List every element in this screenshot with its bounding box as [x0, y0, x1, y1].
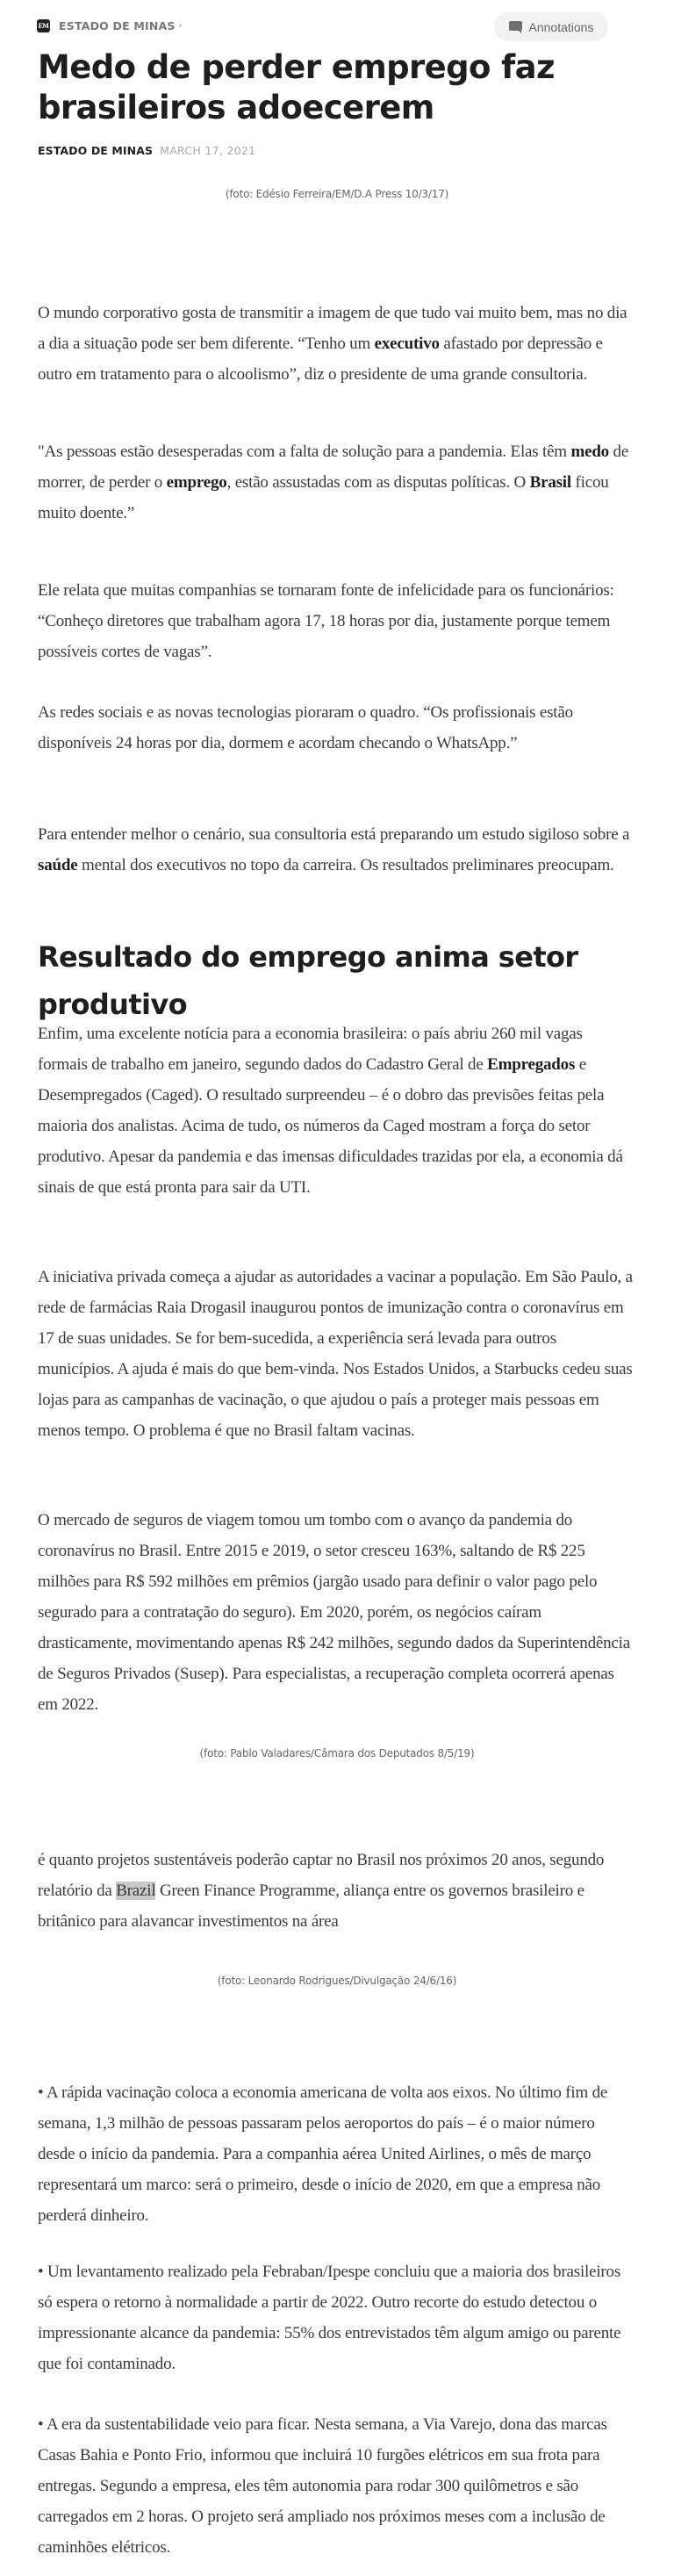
keyword-link[interactable]: Brasil: [529, 473, 571, 492]
paragraph: [38, 298, 635, 390]
source-breadcrumb[interactable]: [37, 19, 183, 32]
text-run: "As pessoas estão desesperadas com a falta de solução para a pandemia. Elas têm: [38, 443, 571, 461]
source-logo-icon: EM: [37, 19, 50, 32]
chevron-right-icon: ›: [178, 21, 183, 31]
paragraph: [38, 436, 635, 529]
text-run: é quanto projetos sustentáveis poderão captar no Brasil nos próximos 20 anos, segundo relatório da: [38, 1851, 605, 1900]
comment-icon: [509, 21, 522, 32]
paragraph: O mercado de seguros de viagem tomou um tombo com o avanço da pandemia do coronavírus no Brasil. Entre 2015 e 2019, o setor cresceu 163%, saltando de R$ 225 milhões para R$ 592 milhões em prêmios (jargão usado para definir o valor pago pelo segurado para a contratação do seguro). Em 2020, porém, os negócios caíram drasticamente, movimentando apenas R$ 242 milhões, segundo dados da Superintendência de Seguros Privados (Susep). Para especialistas, a recuperação completa ocorrerá apenas em 2022.: [38, 1511, 630, 1714]
byline-date: MARCH 17, 2021: [160, 144, 256, 157]
bullet-item: • A rápida vacinação coloca a economia americana de volta aos eixos. No último fim de semana, 1,3 milhão de pessoas passaram pelos aeroportos do país – é o maior número desde o início da pandemia. Para a companhia aérea United Airlines, o mês de março representará um marco: será o primeiro, desde o início de 2020, em que a empresa não perderá dinheiro.: [38, 2083, 608, 2225]
keyword-link[interactable]: medo: [570, 443, 609, 461]
paragraph: As redes sociais e as novas tecnologias pioraram o quadro. “Os profissionais estão disponíveis 24 horas por dia, dormem e acordam checando o WhatsApp.”: [38, 703, 573, 752]
text-run: ficou muito doente.”: [38, 473, 609, 522]
paragraph: [38, 819, 635, 881]
text-run: e Desempregados (Caged). O resultado surpreendeu – é o dobro das previsões feitas pela maioria dos analistas. Acima de tudo, os números da Caged mostram a força do setor produtivo. Apesar da pandemia e das imensas dificuldades trazidas por ela, a economia dá sinais de que está pronta para sair da UTI.: [38, 1055, 623, 1197]
annotations-button[interactable]: [494, 12, 608, 41]
text-run: mental dos executivos no topo da carreira. Os resultados preliminares preocupam.: [77, 856, 614, 874]
keyword-link[interactable]: executivo: [374, 335, 440, 353]
text-run: Enfim, uma excelente notícia para a economia brasileira: o país abriu 260 mil vagas formais de trabalho em janeiro, segundo dados do Cadastro Geral de: [38, 1025, 583, 1074]
keyword-link[interactable]: saúde: [38, 856, 78, 874]
text-run: Para entender melhor o cenário, sua consultoria está preparando um estudo sigiloso sobre a: [38, 825, 630, 844]
keyword-link[interactable]: Empregados: [487, 1055, 576, 1074]
photo-caption: (foto: Edésio Ferreira/EM/D.A Press 10/3/17): [225, 188, 449, 200]
section-heading: Resultado do emprego anima setor produtivo: [38, 940, 578, 1021]
paragraph: [38, 1018, 635, 1203]
photo-caption: (foto: Leonardo Rodrigues/Divulgação 24/6/16): [217, 1975, 457, 1987]
byline-author: ESTADO DE MINAS: [38, 144, 154, 157]
byline: [38, 144, 255, 157]
text-run: afastado por depressão e outro em tratamento para o alcoolismo”, diz o presidente de uma grande consultoria.: [38, 335, 603, 384]
paragraph: A iniciativa privada começa a ajudar as autoridades a vacinar a população. Em São Paulo, a rede de farmácias Raia Drogasil inaugurou pontos de imunização contra o coronavírus em 17 de suas unidades. Se for bem-sucedida, a experiência será levada para outros municípios. A ajuda é mais do que bem-vinda. Nos Estados Unidos, a Starbucks cedeu suas lojas para as campanhas de vacinação, o que ajudou o país a proteger mais pessoas em menos tempo. O problema é que no Brasil faltam vacinas.: [38, 1268, 633, 1440]
paragraph: Ele relata que muitas companhias se tornaram fonte de infelicidade para os funcionários: “Conheço diretores que trabalham agora 17, 18 horas por dia, justamente porque temem possíveis cortes de vagas”.: [38, 581, 614, 661]
text-run: O mundo corporativo gosta de transmitir a imagem de que tudo vai muito bem, mas no dia a dia a situação pode ser bem diferente. “Tenho um: [38, 304, 627, 353]
source-link[interactable]: ESTADO DE MINAS: [59, 19, 176, 32]
highlighted-text[interactable]: Brazil: [116, 1882, 156, 1900]
article-title: Medo de perder emprego faz brasileiros adoecerem: [38, 48, 555, 126]
bullet-item: • A era da sustentabilidade veio para ficar. Nesta semana, a Via Varejo, dona das marcas Casas Bahia e Ponto Frio, informou que incluirá 10 furgões elétricos em sua frota para entregas. Segundo a empresa, eles têm autonomia para rodar 300 quilômetros e são carregados em 2 horas. O projeto será ampliado nos próximos meses com a inclusão de caminhões elétricos.: [38, 2415, 607, 2557]
text-run: , estão assustadas com as disputas políticas. O: [226, 473, 530, 492]
text-run: de morrer, de perder o: [38, 443, 629, 492]
keyword-link[interactable]: emprego: [166, 473, 227, 492]
bullet-item: • Um levantamento realizado pela Febraban/Ipespe concluiu que a maioria dos brasileiros só espera o retorno à normalidade a partir de 2022. Outro recorte do estudo detectou o impressionante alcance da pandemia: 55% dos entrevistados têm algum amigo ou parente que foi contaminado.: [38, 2263, 621, 2373]
photo-caption: (foto: Pablo Valadares/Câmara dos Deputados 8/5/19): [199, 1747, 475, 1759]
paragraph: [38, 1845, 635, 1937]
annotations-label: Annotations: [528, 19, 594, 34]
text-run: Green Finance Programme, aliança entre os governos brasileiro e britânico para alavancar investimentos na área: [38, 1882, 584, 1931]
